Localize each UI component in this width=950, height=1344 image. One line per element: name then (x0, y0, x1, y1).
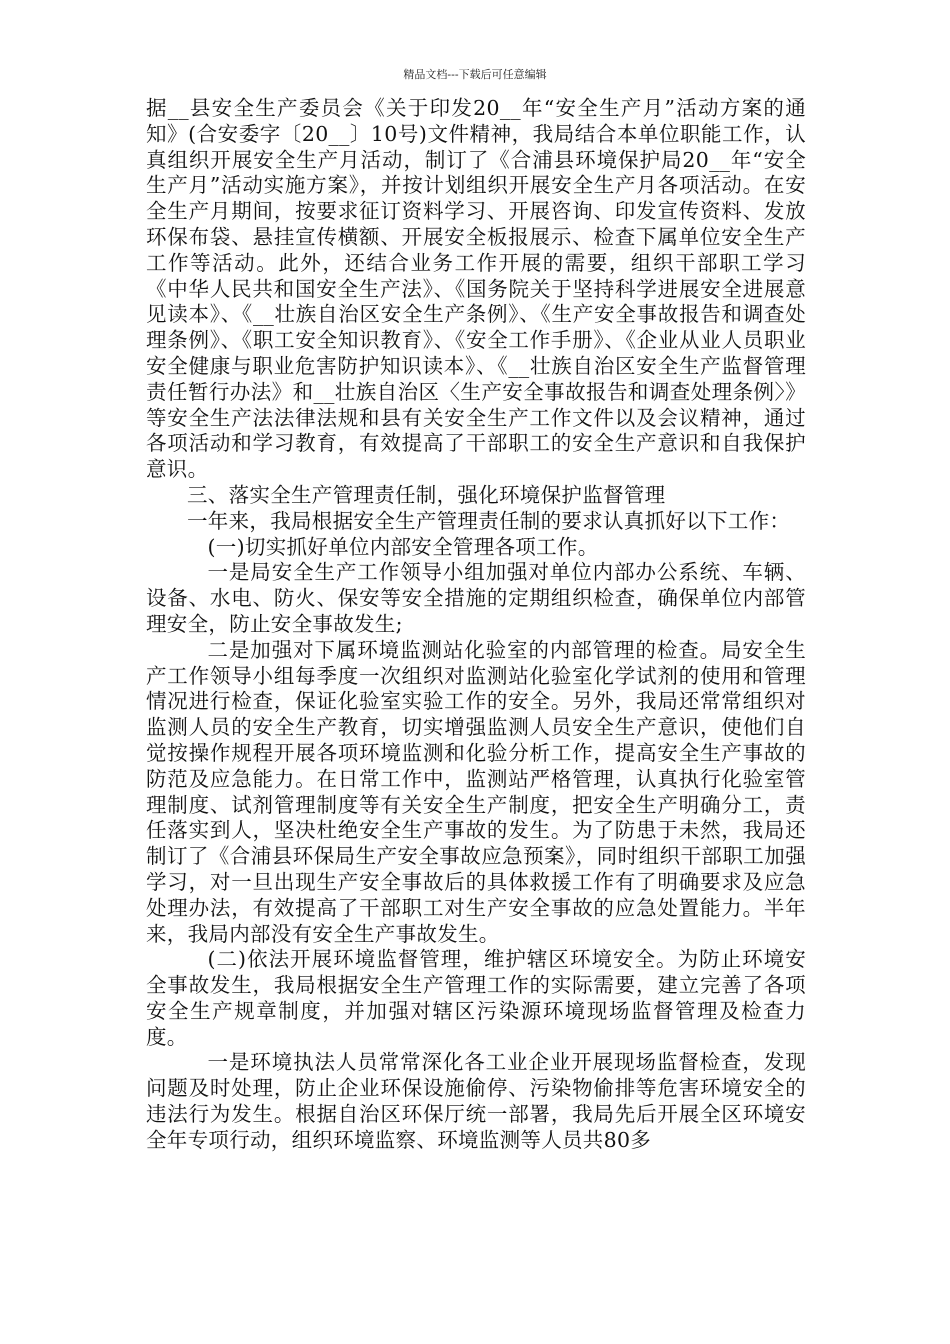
document-body (146, 96, 806, 1154)
paragraph: 一是环境执法人员常常深化各工业企业开展现场监督检查，发现问题及时处理，防止企业环保设施偷停、污染物偷排等危害环境安全的违法行为发生。根据自治区环保厅统一部署，我局先后开展全区环境安全年专项行动，组织环境监察、环境监测等人员共80多 (146, 1050, 806, 1152)
paragraph: (二)依法开展环境监督管理，维护辖区环境安全。为防止环境安全事故发生，我局根据安全生产管理工作的实际需要，建立完善了各项安全生产规章制度，并加强对辖区污染源环境现场监督管理及检查力度。 (146, 947, 806, 1049)
paragraph: 一年来，我局根据安全生产管理责任制的要求认真抓好以下工作： (187, 508, 791, 533)
paragraph: (一)切实抓好单位内部安全管理各项工作。 (207, 534, 599, 559)
paragraph: 三、落实全生产管理责任制，强化环境保护监督管理 (187, 482, 666, 507)
page-header: 精品文档---下载后可任意编辑 (403, 68, 547, 81)
paragraph: 据__县安全生产委员会《关于印发20__年“安全生产月”活动方案的通知》(合安委字〔20__〕10号)文件精神，我局结合本单位职能工作，认真组织开展安全生产月活动，制订了《合浦县环境保护局20__年“安全生产月”活动实施方案》，并按计划组织开展安全生产月各项活动。在安全生产月期间，按要求征订资料学习、开展咨询、印发宣传资料、发放环保布袋、悬挂宣传横额、开展安全板报展示、检查下属单位安全生产工作等活动。此外，还结合业务工作开展的需要，组织干部职工学习《中华人民共和国安全生产法》、《国务院关于坚持科学进展安全进展意见读本》、《__壮族自治区安全生产条例》、《生产安全事故报告和调查处理条例》、《职工安全知识教育》、《安全工作手册》、《企业从业人员职业安全健康与职业危害防护知识读本》、《__壮族自治区安全生产监督管理责任暂行办法》和__壮族自治区〈生产安全事故报告和调查处理条例〉》等安全生产法法律法规和县有关安全生产工作文件以及会议精神，通过各项活动和学习教育，有效提高了干部职工的安全生产意识和自我保护意识。 (146, 96, 806, 482)
paragraph: 二是加强对下属环境监测站化验室的内部管理的检查。局安全生产工作领导小组每季度一次组织对监测站化验室化学试剂的使用和管理情况进行检查，保证化验室实验工作的安全。另外，我局还常常组织对监测人员的安全生产教育，切实增强监测人员安全生产意识，使他们自觉按操作规程开展各项环境监测和化验分析工作，提高安全生产事故的防范及应急能力。在日常工作中，监测站严格管理，认真执行化验室管理制度、试剂管理制度等有关安全生产制度，把安全生产明确分工，责任落实到人，坚决杜绝安全生产事故的发生。为了防患于未然，我局还制订了《合浦县环保局生产安全事故应急预案》，同时组织干部职工加强学习，对一旦出现生产安全事故后的具体救援工作有了明确要求及应急处理办法，有效提高了干部职工对生产安全事故的应急处置能力。半年来，我局内部没有安全生产事故发生。 (146, 637, 806, 946)
paragraph: 一是局安全生产工作领导小组加强对单位内部办公系统、车辆、设备、水电、防火、保安等安全措施的定期组织检查，确保单位内部管理安全，防止安全事故发生; (146, 560, 806, 636)
